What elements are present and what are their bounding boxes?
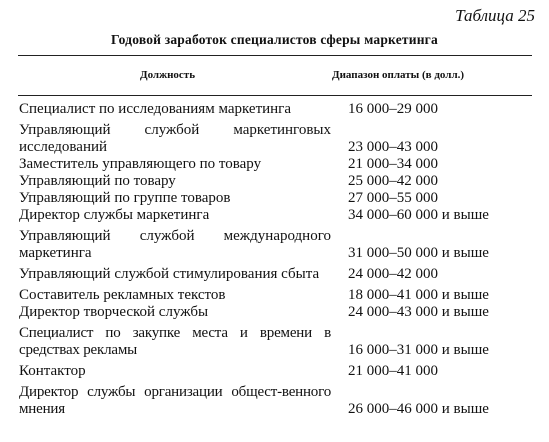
range-cell: 16 000–29 000 [348,101,438,117]
table-row [19,156,534,173]
header-rule [18,95,532,96]
range-cell: 34 000–60 000 и выше [348,207,489,223]
position-cell: Управляющий по товару [19,173,176,189]
table-number: Таблица 25 [455,6,535,25]
position-cell: Специалист по закупке места и времени в средствах рекламы [19,325,331,358]
table-row [19,122,534,156]
range-cell: 31 000–50 000 и выше [348,245,489,261]
position-cell: Управляющий по группе товаров [19,190,231,206]
table-row [19,190,534,207]
table-row [19,384,534,418]
table-row [19,266,534,283]
range-cell: 21 000–41 000 [348,363,438,379]
table-row [19,228,534,262]
table-row [19,304,534,321]
range-cell: 24 000–43 000 и выше [348,304,489,320]
table-row [19,287,534,304]
range-cell: 23 000–43 000 [348,139,438,155]
position-cell: Заместитель управляющего по товару [19,156,262,172]
range-cell: 21 000–34 000 [348,156,438,172]
range-cell: 24 000–42 000 [348,266,438,282]
table-body [19,101,534,418]
table-title: Годовой заработок специалистов сферы маркетинга [111,32,438,47]
position-cell: Контактор [19,363,86,379]
table-row [19,101,534,118]
range-cell: 16 000–31 000 и выше [348,342,489,358]
table-row [19,325,534,359]
range-cell: 25 000–42 000 [348,173,438,189]
position-cell: Директор службы организации общест-венного мнения [19,384,331,417]
range-cell: 27 000–55 000 [348,190,438,206]
position-cell: Управляющий службой маркетинговых исследований [19,122,331,155]
position-cell: Управляющий службой стимулирования сбыта [19,266,320,282]
position-cell: Директор службы маркетинга [19,207,210,223]
top-rule [18,55,532,56]
position-cell: Специалист по исследованиям маркетинга [19,101,291,117]
table-row [19,173,534,190]
position-cell: Управляющий службой международного маркетинга [19,228,331,261]
table-row [19,207,534,224]
range-cell: 26 000–46 000 и выше [348,401,489,417]
range-cell: 18 000–41 000 и выше [348,287,489,303]
position-cell: Составитель рекламных текстов [19,287,226,303]
table-row [19,363,534,380]
column-header-position: Должность [140,69,196,81]
column-header-range: Диапазон оплаты (в долл.) [332,69,465,81]
position-cell: Директор творческой службы [19,304,209,320]
